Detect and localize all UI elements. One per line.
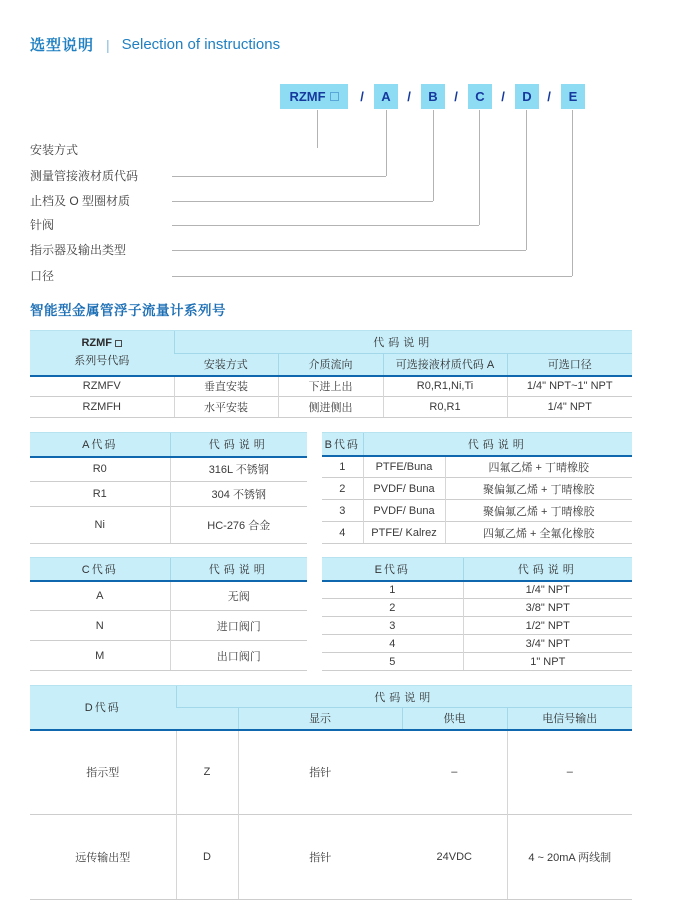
series-code-model [32,337,172,349]
cell-type: 指示型 [30,730,176,815]
table-row [30,376,632,397]
cell-desc: 进口阀门 [170,611,307,641]
cell-desc: 1/4" NPT [463,581,632,599]
a-table-header [30,433,307,457]
col-header-c-code: C代码 [30,558,170,581]
title-separator: | [106,36,110,53]
c-code-table [30,557,307,671]
b-table-header [322,433,632,456]
cell-code: 5 [322,653,463,671]
cell-code: 4 [322,635,463,653]
table-row [30,482,307,507]
cell-desc: 聚偏氟乙烯 + 丁晴橡胶 [445,478,632,500]
model-code-base-text: RZMF [289,89,326,104]
connector-line-e-h [172,276,572,277]
cell-desc: 3/4" NPT [463,635,632,653]
cell-material: PTFE/Buna [363,456,445,478]
cell-desc: HC-276 合金 [170,507,307,544]
cell-desc: 1/2" NPT [463,617,632,635]
b-code-table [322,432,632,544]
header-row [322,558,632,581]
col-header-display: 显示 [238,708,402,730]
connector-line-a [386,110,387,176]
cell-code: RZMFH [30,397,174,418]
table-row [322,617,632,635]
cell-desc: 四氟乙烯 + 全氟化橡胶 [445,522,632,544]
cell-flow: 侧进侧出 [278,397,383,418]
table-row [322,522,632,544]
series-table [30,330,632,418]
code-separator: / [547,89,551,104]
label-indicator-output: 指示器及输出类型 [30,243,127,257]
cell-install: 垂直安装 [174,376,278,397]
cell-desc: 1" NPT [463,653,632,671]
cell-display: 指针 [238,815,402,900]
a-code-table [30,432,307,544]
table-row [322,500,632,522]
series-code-sub: 系列号代码 [74,355,130,368]
col-header-blank [176,708,238,730]
cell-code: R1 [30,482,170,507]
cell-code: 2 [322,599,463,617]
cell-code: Ni [30,507,170,544]
cell-signal: 4 ~ 20mA 两线制 [507,815,632,900]
series-code-header [30,331,174,376]
code-segment-c: C [468,84,492,109]
col-header-desc: 代码说明 [363,433,632,456]
cell-desc: 无阀 [170,581,307,611]
col-header-size: 可选口径 [507,354,632,376]
cell-desc: 聚偏氟乙烯 + 丁晴橡胶 [445,500,632,522]
e-table-body [322,581,632,671]
cell-size: 1/4" NPT [507,397,632,418]
cell-desc: 四氟乙烯 + 丁晴橡胶 [445,456,632,478]
col-header-flow: 介质流向 [278,354,383,376]
cell-power: – [402,730,507,815]
code-separator: / [360,89,364,104]
series-table-header [30,331,632,376]
e-code-table [322,557,632,671]
code-segment-b: B [421,84,445,109]
table-row [322,478,632,500]
placeholder-square-icon [115,340,122,347]
d-table-header [30,686,632,730]
cell-desc: 304 不锈钢 [170,482,307,507]
cell-code: 1 [322,581,463,599]
connector-line-base [317,110,318,148]
table-row [322,581,632,599]
col-header-desc: 代码说明 [174,331,632,354]
table-row [30,507,307,544]
code-separator: / [454,89,458,104]
c-table-header [30,558,307,581]
table-row [30,730,632,815]
table-row [30,611,307,641]
code-segment-d: D [515,84,539,109]
code-separator: / [501,89,505,104]
connector-line-e [572,110,573,276]
table-row [30,641,307,671]
label-install-method: 安装方式 [30,143,79,157]
col-header-desc: 代码说明 [170,558,307,581]
connector-line-a-h [172,176,386,177]
cell-material: PTFE/ Kalrez [363,522,445,544]
table-row [30,397,632,418]
c-table-body [30,581,307,671]
header-row [30,558,307,581]
table-row [322,653,632,671]
header-row [30,433,307,457]
title-english: Selection of instructions [121,36,281,53]
table-row [30,815,632,900]
cell-material: R0,R1 [383,397,507,418]
cell-display: 指针 [238,730,402,815]
connector-line-d [526,110,527,250]
cell-code: 4 [322,522,363,544]
cell-code: N [30,611,170,641]
cell-code: R0 [30,457,170,482]
connector-line-b [433,110,434,201]
col-header-e-code: E代码 [322,558,463,581]
page-title [30,34,280,55]
col-header-desc: 代码说明 [176,686,632,708]
cell-material: PVDF/ Buna [363,478,445,500]
table-row [322,599,632,617]
col-header-desc: 代码说明 [463,558,632,581]
d-code-table [30,685,632,900]
model-code-base-box [280,84,348,109]
label-tube-material: 测量管接液材质代码 [30,169,139,183]
series-code-model-text: RZMF [81,337,113,350]
cell-code: 1 [322,456,363,478]
header-row [30,686,632,708]
cell-code: 3 [322,617,463,635]
cell-code: RZMFV [30,376,174,397]
cell-code: M [30,641,170,671]
code-segment-e: E [561,84,585,109]
label-needle-valve: 针阀 [30,218,55,232]
connector-line-b-h [172,201,433,202]
col-header-signal: 电信号输出 [507,708,632,730]
col-header-a-code: A代码 [30,433,170,457]
a-table-body [30,457,307,544]
cell-signal: – [507,730,632,815]
cell-size: 1/4" NPT~1" NPT [507,376,632,397]
code-separator: / [407,89,411,104]
series-table-body [30,376,632,418]
col-header-desc: 代码说明 [170,433,307,457]
cell-power: 24VDC [402,815,507,900]
cell-code: A [30,581,170,611]
table-row [30,581,307,611]
cell-material: R0,R1,Ni,Ti [383,376,507,397]
title-chinese: 选型说明 [30,37,95,54]
connector-line-c-h [172,225,479,226]
b-table-body [322,456,632,544]
table-row [322,456,632,478]
col-header-material: 可选接液材质代码 A [383,354,507,376]
label-caliber: 口径 [30,269,55,283]
cell-code: 2 [322,478,363,500]
cell-code: 3 [322,500,363,522]
cell-desc: 3/8" NPT [463,599,632,617]
header-row [30,331,632,354]
code-segment-a: A [374,84,398,109]
cell-code: D [176,815,238,900]
table-row [322,635,632,653]
connector-line-d-h [172,250,526,251]
cell-desc: 316L 不锈钢 [170,457,307,482]
cell-install: 水平安装 [174,397,278,418]
header-row [322,433,632,456]
cell-flow: 下进上出 [278,376,383,397]
col-header-power: 供电 [402,708,507,730]
cell-code: Z [176,730,238,815]
col-header-install: 安装方式 [174,354,278,376]
cell-material: PVDF/ Buna [363,500,445,522]
connector-line-c [479,110,480,225]
table-row [30,457,307,482]
cell-desc: 出口阀门 [170,641,307,671]
cell-type: 远传输出型 [30,815,176,900]
col-header-b-code: B代码 [322,433,363,456]
placeholder-square-icon [330,92,339,101]
section-title: 智能型金属管浮子流量计系列号 [30,303,226,318]
e-table-header [322,558,632,581]
label-oring-material: 止档及 O 型圈材质 [30,194,131,208]
d-table-body [30,730,632,900]
col-header-d-code: D代码 [30,686,176,730]
